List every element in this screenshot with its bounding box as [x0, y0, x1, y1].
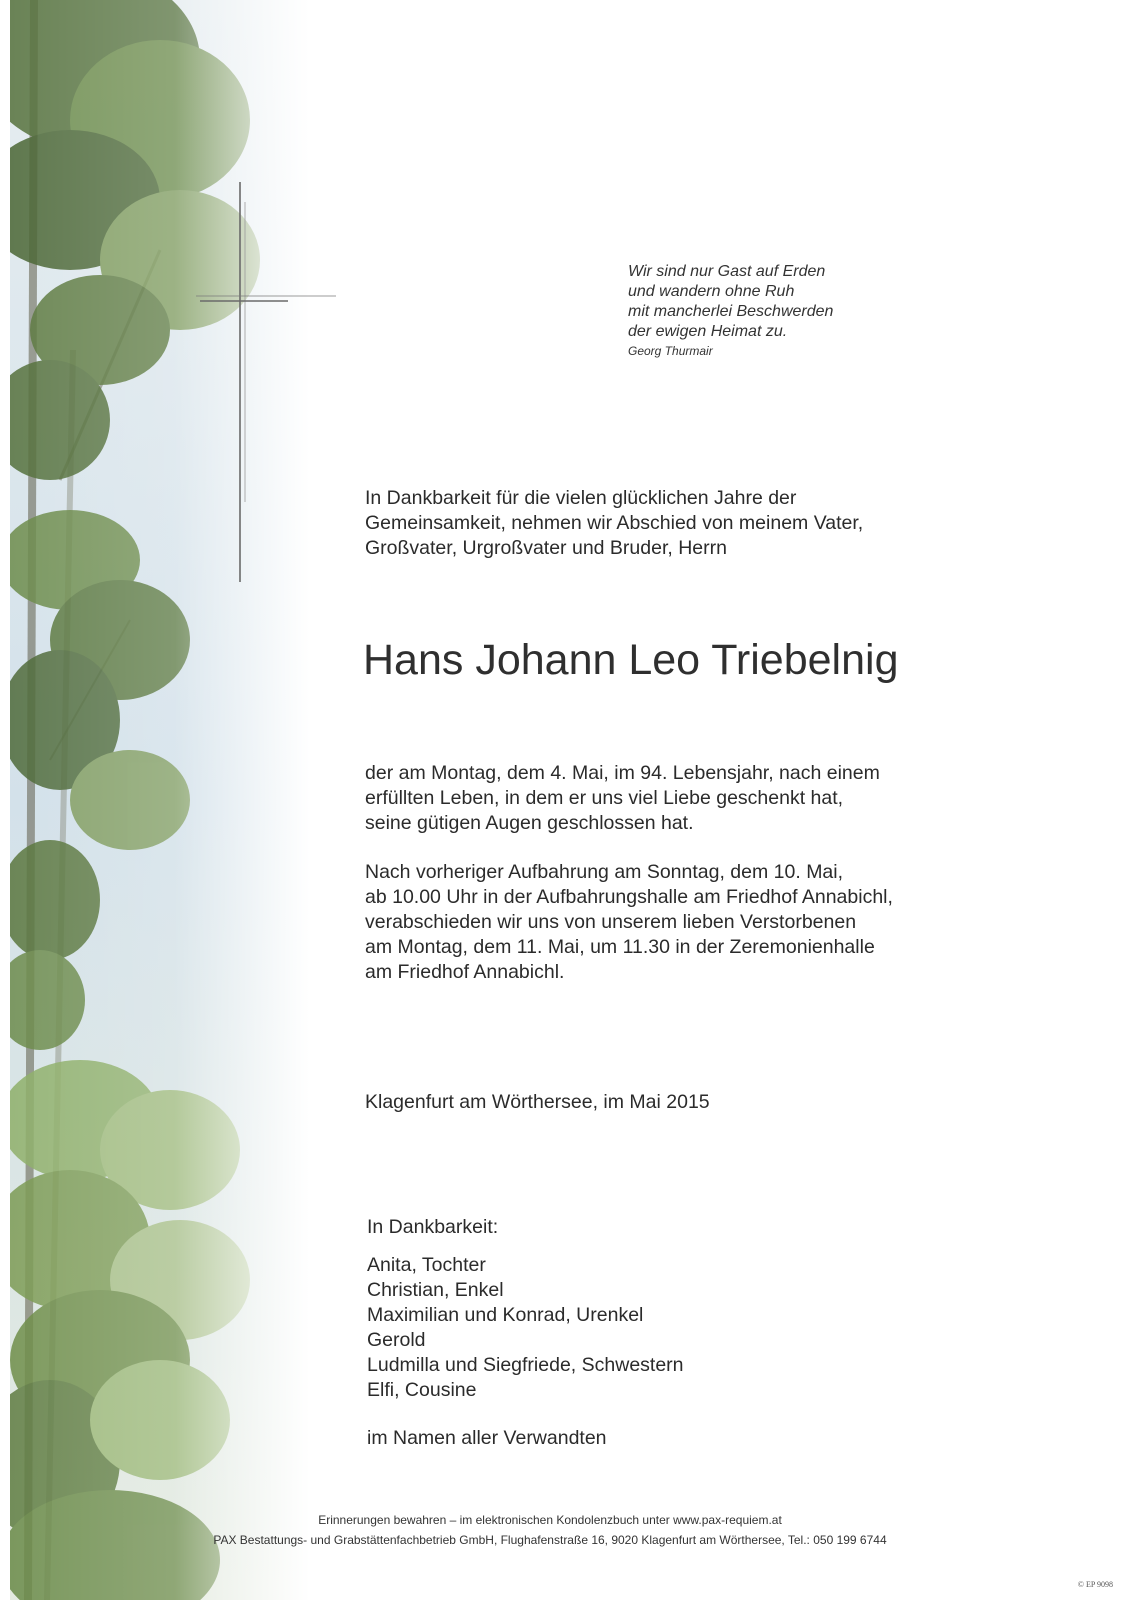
intro-line: Gemeinsamkeit, nehmen wir Abschied von meinem Vater, — [365, 512, 864, 534]
announcement-line: seine gütigen Augen geschlossen hat. — [365, 812, 694, 834]
footer-line-company: PAX Bestattungs- und Grabstättenfachbetrieb GmbH, Flughafenstraße 16, 9020 Klagenfurt am Wörthersee, Tel.: 050 199 6744 — [213, 1533, 887, 1547]
intro-line: In Dankbarkeit für die vielen glücklichen Jahre der — [365, 487, 797, 509]
poem-quote — [628, 262, 928, 359]
ceremony-line: verabschieden wir uns von unserem lieben Verstorbenen — [365, 911, 857, 933]
ceremony-line: am Montag, dem 11. Mai, um 11.30 in der Zeremonienhalle — [365, 936, 875, 958]
mourners-heading: In Dankbarkeit: — [367, 1216, 499, 1238]
place-date: Klagenfurt am Wörthersee, im Mai 2015 — [365, 1091, 710, 1113]
announcement-line: der am Montag, dem 4. Mai, im 94. Lebensjahr, nach einem — [365, 762, 880, 784]
mourner-item: Gerold — [367, 1329, 426, 1351]
intro-paragraph — [365, 486, 985, 561]
mourner-item: Anita, Tochter — [367, 1254, 486, 1276]
ceremony-paragraph — [365, 860, 1025, 985]
mourner-item: Elfi, Cousine — [367, 1379, 477, 1401]
announcement-line: erfüllten Leben, in dem er uns viel Liebe geschenkt hat, — [365, 787, 844, 809]
mourners-closing: im Namen aller Verwandten — [367, 1427, 607, 1449]
intro-line: Großvater, Urgroßvater und Bruder, Herrn — [365, 537, 727, 559]
poem-author: Georg Thurmair — [628, 344, 713, 358]
mourner-item: Christian, Enkel — [367, 1279, 504, 1301]
poem-line: und wandern ohne Ruh — [628, 283, 795, 300]
poem-line: Wir sind nur Gast auf Erden — [628, 263, 826, 280]
poem-line: mit mancherlei Beschwerden — [628, 303, 834, 320]
footer — [160, 1510, 940, 1550]
footer-line-condolence: Erinnerungen bewahren – im elektronischen Kondolenzbuch unter www.pax-requiem.at — [318, 1513, 782, 1527]
mourners-list — [367, 1215, 967, 1451]
announcement-paragraph — [365, 761, 1005, 836]
mourner-item: Maximilian und Konrad, Urenkel — [367, 1304, 644, 1326]
poem-line: der ewigen Heimat zu. — [628, 323, 788, 340]
ceremony-line: Nach vorheriger Aufbahrung am Sonntag, dem 10. Mai, — [365, 861, 844, 883]
ceremony-line: ab 10.00 Uhr in der Aufbahrungshalle am Friedhof Annabichl, — [365, 886, 893, 908]
cross-icon — [196, 182, 336, 582]
mourner-item: Ludmilla und Siegfriede, Schwestern — [367, 1354, 684, 1376]
document-code: © EP 9098 — [1077, 1580, 1113, 1589]
deceased-name: Hans Johann Leo Triebelnig — [363, 636, 899, 684]
ceremony-line: am Friedhof Annabichl. — [365, 961, 565, 983]
